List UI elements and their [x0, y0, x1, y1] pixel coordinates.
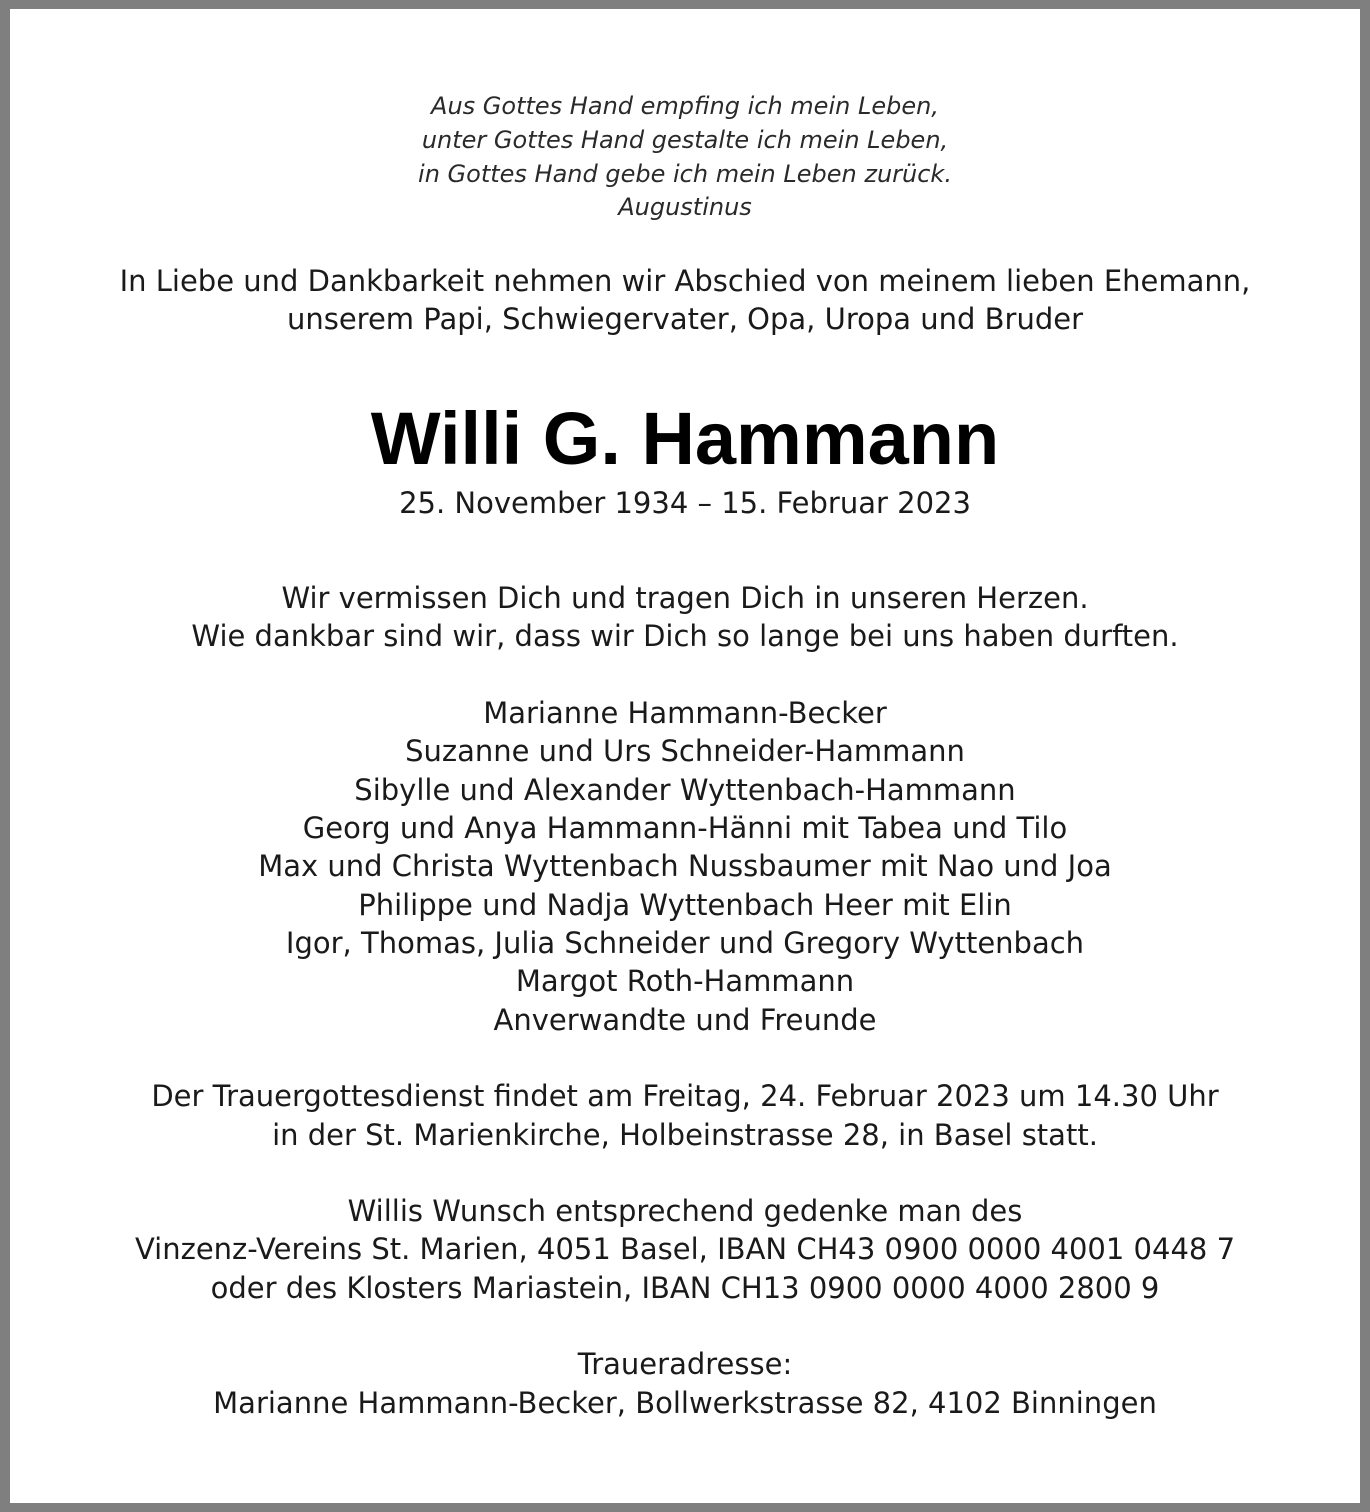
motto-line-1: Aus Gottes Hand empfing ich mein Leben, — [431, 92, 939, 120]
motto-line-2: unter Gottes Hand gestalte ich mein Leben, — [421, 126, 949, 154]
mourner-line: Philippe und Nadja Wyttenbach Heer mit Elin — [358, 888, 1012, 922]
motto-line-3: in Gottes Hand gebe ich mein Leben zurück. — [418, 160, 952, 188]
donation-line-3: oder des Klosters Mariastein, IBAN CH13 0900 0000 4000 2800 9 — [210, 1271, 1160, 1305]
intro-line-1: In Liebe und Dankbarkeit nehmen wir Abschied von meinem lieben Ehemann, — [119, 264, 1251, 298]
donation-line-2: Vinzenz-Vereins St. Marien, 4051 Basel, IBAN CH43 0900 0000 4001 0448 7 — [134, 1232, 1236, 1266]
message-line-2: Wie dankbar sind wir, dass wir Dich so lange bei uns haben durften. — [191, 619, 1179, 653]
address-label: Traueradresse: — [577, 1347, 793, 1381]
mourner-line: Sibylle und Alexander Wyttenbach-Hammann — [354, 773, 1016, 807]
motto-author: Augustinus — [618, 193, 752, 221]
obituary-notice — [10, 9, 1360, 1503]
mourner-line: Max und Christa Wyttenbach Nussbaumer mit Nao und Joa — [258, 849, 1112, 883]
mourner-line: Marianne Hammann-Becker — [483, 696, 887, 730]
service-line-1: Der Trauergottesdienst findet am Freitag, 24. Februar 2023 um 14.30 Uhr — [151, 1079, 1219, 1113]
mourner-line: Suzanne und Urs Schneider-Hammann — [405, 734, 965, 768]
message-line-1: Wir vermissen Dich und tragen Dich in unseren Herzen. — [281, 581, 1089, 615]
address-value: Marianne Hammann-Becker, Bollwerkstrasse 82, 4102 Binningen — [213, 1386, 1157, 1420]
mourner-line: Georg und Anya Hammann-Hänni mit Tabea und Tilo — [302, 811, 1068, 845]
deceased-name: Willi G. Hammann — [370, 397, 1000, 480]
life-dates: 25. November 1934 – 15. Februar 2023 — [399, 486, 971, 520]
service-line-2: in der St. Marienkirche, Holbeinstrasse 28, in Basel statt. — [272, 1118, 1098, 1152]
mourner-line: Margot Roth-Hammann — [515, 964, 855, 998]
mourner-line: Anverwandte und Freunde — [493, 1003, 877, 1037]
mourner-line: Igor, Thomas, Julia Schneider und Gregory Wyttenbach — [285, 926, 1085, 960]
intro-line-2: unserem Papi, Schwiegervater, Opa, Uropa und Bruder — [286, 302, 1084, 336]
donation-line-1: Willis Wunsch entsprechend gedenke man des — [347, 1194, 1023, 1228]
